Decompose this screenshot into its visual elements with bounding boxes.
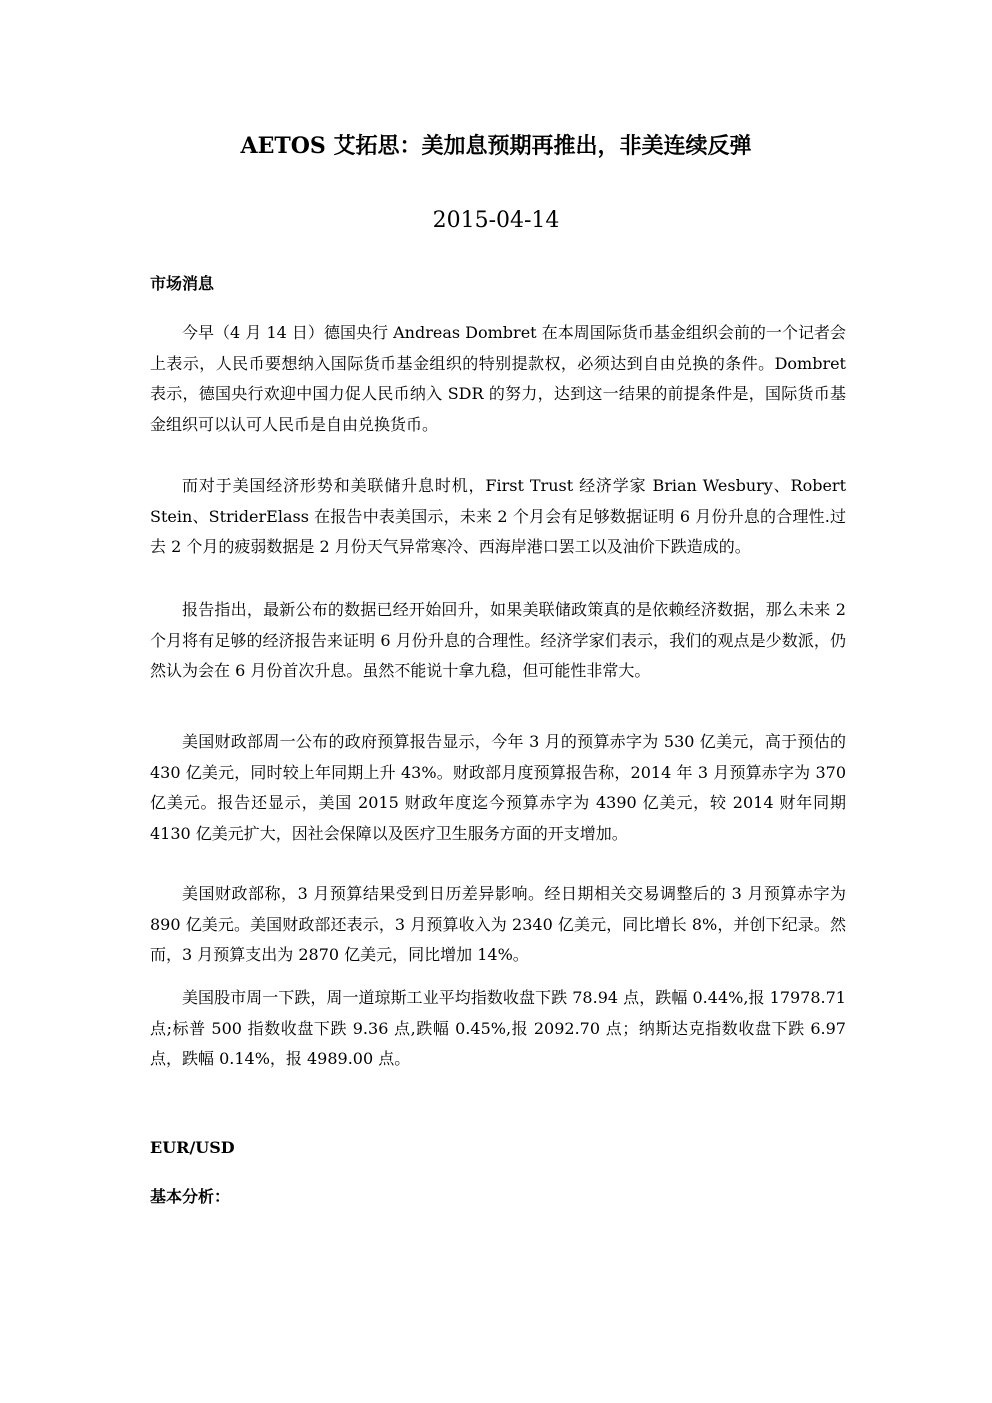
paragraph-6: 美国股市周一下跌，周一道琼斯工业平均指数收盘下跌 78.94 点，跌幅 0.44%,报 17978.71 点;标普 500 指数收盘下跌 9.36 点,跌幅 0.45%,报 2092.70 点；纳斯达克指数收盘下跌 6.97 点，跌幅 0.14%，报 4989.00 点。 — [150, 988, 846, 1068]
paragraph-2: 而对于美国经济形势和美联储升息时机，First Trust 经济学家 Brian Wesbury、Robert Stein、StriderElass 在报告中表美国示，未来 2 个月会有足够数据证明 6 月份升息的合理性.过去 2 个月的疲弱数据是 2 月份天气异常寒冷、西海岸港口罢工以及油价下跌造成的。 — [150, 476, 846, 556]
paragraph-4: 美国财政部周一公布的政府预算报告显示，今年 3 月的预算赤字为 530 亿美元，高于预估的 430 亿美元，同时较上年同期上升 43%。财政部月度预算报告称，2014 年 3 月预算赤字为 370 亿美元。报告还显示，美国 2015 财政年度迄今预算赤字为 4390 亿美元，较 2014 财年同期 4130 亿美元扩大，因社会保障以及医疗卫生服务方面的开支增加。 — [150, 732, 846, 843]
section-heading-market-news: 市场消息 — [150, 274, 215, 293]
document-date: 2015-04-14 — [432, 208, 560, 233]
paragraph-1: 今早（4 月 14 日）德国央行 Andreas Dombret 在本周国际货币基金组织会前的一个记者会上表示，人民币要想纳入国际货币基金组织的特别提款权，必须达到自由兑换的条件。Dombret 表示，德国央行欢迎中国力促人民币纳入 SDR 的努力，达到这一结果的前提条件是，国际货币基金组织可以认可人民币是自由兑换货币。 — [150, 323, 846, 434]
paragraph-3: 报告指出，最新公布的数据已经开始回升，如果美联储政策真的是依赖经济数据，那么未来 2 个月将有足够的经济报告来证明 6 月份升息的合理性。经济学家们表示，我们的观点是少数派，仍然认为会在 6 月份首次升息。虽然不能说十拿九稳，但可能性非常大。 — [150, 600, 846, 680]
section-heading-eur-usd: EUR/USD — [150, 1138, 235, 1157]
section-heading-fundamental-analysis: 基本分析： — [150, 1187, 231, 1206]
paragraph-5: 美国财政部称，3 月预算结果受到日历差异影响。经日期相关交易调整后的 3 月预算赤字为 890 亿美元。美国财政部还表示，3 月预算收入为 2340 亿美元，同比增长 8%，并创下纪录。然而，3 月预算支出为 2870 亿美元，同比增加 14%。 — [150, 884, 846, 964]
document-title: AETOS 艾拓思：美加息预期再推出，非美连续反弹 — [240, 133, 752, 159]
